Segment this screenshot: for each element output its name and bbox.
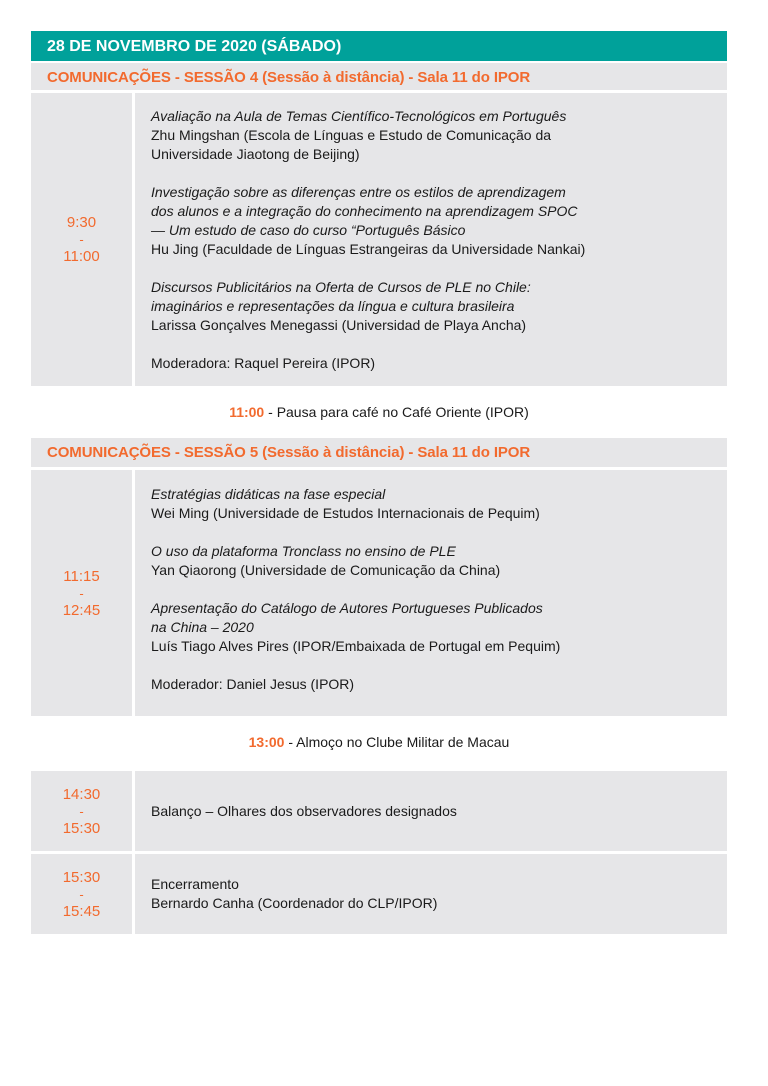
balanco-title: Balanço – Olhares dos observadores designados bbox=[151, 802, 457, 819]
talk bbox=[151, 599, 727, 656]
time-end: 15:30 bbox=[62, 819, 101, 837]
time-start: 11:15 bbox=[63, 567, 100, 585]
session-moderator: Moderadora: Raquel Pereira (IPOR) bbox=[151, 355, 376, 371]
time-separator: - bbox=[79, 803, 84, 819]
talk-title: — Um estudo de caso do curso “Português Básico bbox=[151, 222, 466, 238]
talk-title: Avaliação na Aula de Temas Científico-Tecnológicos em Português bbox=[151, 108, 567, 124]
encerramento-block bbox=[31, 851, 727, 934]
session-5-header: COMUNICAÇÕES - SESSÃO 5 (Sessão à distância) - Sala 11 do IPOR bbox=[31, 438, 727, 467]
talk-title: Investigação sobre as diferenças entre os estilos de aprendizagem bbox=[151, 184, 566, 200]
time-separator: - bbox=[79, 232, 84, 247]
talk-title: imaginários e representações da língua e cultura brasileira bbox=[151, 298, 515, 314]
talk-title: na China – 2020 bbox=[151, 619, 254, 635]
pause-text: Almoço no Clube Militar de Macau bbox=[296, 734, 510, 750]
talk bbox=[151, 107, 727, 164]
pause-separator: - bbox=[264, 404, 277, 420]
time-end: 12:45 bbox=[62, 601, 101, 619]
time-separator: - bbox=[79, 886, 84, 902]
session-5-time bbox=[31, 470, 135, 716]
time-separator: - bbox=[79, 585, 84, 601]
time-end: 15:45 bbox=[62, 902, 101, 920]
session-moderator: Moderador: Daniel Jesus (IPOR) bbox=[151, 676, 355, 692]
talk-title: Discursos Publicitários na Oferta de Cursos de PLE no Chile: bbox=[151, 279, 531, 295]
talk-author: Universidade Jiaotong de Beijing) bbox=[151, 146, 360, 162]
talk-title: dos alunos e a integração do conhecimento na aprendizagem SPOC bbox=[151, 203, 578, 219]
encerramento-title: Encerramento bbox=[151, 876, 239, 892]
talk-title: O uso da plataforma Tronclass no ensino de PLE bbox=[151, 543, 456, 559]
talk-title: Apresentação do Catálogo de Autores Portugueses Publicados bbox=[151, 600, 543, 616]
session-4-block bbox=[31, 90, 727, 386]
time-start: 15:30 bbox=[62, 868, 101, 886]
pause-separator: - bbox=[284, 734, 297, 750]
encerramento-content bbox=[135, 854, 727, 934]
encerramento-time bbox=[31, 854, 135, 934]
coffee-break bbox=[31, 386, 727, 438]
balanco-time bbox=[31, 771, 135, 851]
session-5-content bbox=[135, 470, 727, 716]
session-5-block bbox=[31, 467, 727, 716]
talk-author: Larissa Gonçalves Menegassi (Universidad de Playa Ancha) bbox=[151, 317, 527, 333]
pause-text: Pausa para café no Café Oriente (IPOR) bbox=[276, 404, 529, 420]
time-end: 11:00 bbox=[63, 248, 100, 265]
talk-author: Yan Qiaorong (Universidade de Comunicação da China) bbox=[151, 562, 501, 578]
pause-time: 11:00 bbox=[229, 404, 265, 420]
session-4-header: COMUNICAÇÕES - SESSÃO 4 (Sessão à distância) - Sala 11 do IPOR bbox=[31, 61, 727, 90]
balanco-content bbox=[135, 771, 727, 851]
balanco-block bbox=[31, 771, 727, 851]
talk-author: Wei Ming (Universidade de Estudos Internacionais de Pequim) bbox=[151, 505, 540, 521]
talk-author: Zhu Mingshan (Escola de Línguas e Estudo de Comunicação da bbox=[151, 127, 552, 143]
talk bbox=[151, 542, 727, 580]
talk bbox=[151, 183, 727, 259]
time-start: 14:30 bbox=[62, 785, 101, 803]
program-page bbox=[31, 31, 727, 934]
talk-author: Luís Tiago Alves Pires (IPOR/Embaixada de Portugal em Pequim) bbox=[151, 638, 561, 654]
session-4-time bbox=[31, 93, 135, 386]
time-start: 9:30 bbox=[66, 214, 97, 231]
encerramento-author: Bernardo Canha (Coordenador do CLP/IPOR) bbox=[151, 895, 438, 911]
talk-title: Estratégias didáticas na fase especial bbox=[151, 486, 386, 502]
lunch-break bbox=[31, 716, 727, 768]
talk bbox=[151, 485, 727, 523]
session-4-content bbox=[135, 93, 727, 386]
pause-time: 13:00 bbox=[248, 734, 285, 750]
talk-author: Hu Jing (Faculdade de Línguas Estrangeiras da Universidade Nankai) bbox=[151, 241, 586, 257]
talk bbox=[151, 278, 727, 335]
day-header: 28 DE NOVEMBRO DE 2020 (SÁBADO) bbox=[31, 31, 727, 61]
